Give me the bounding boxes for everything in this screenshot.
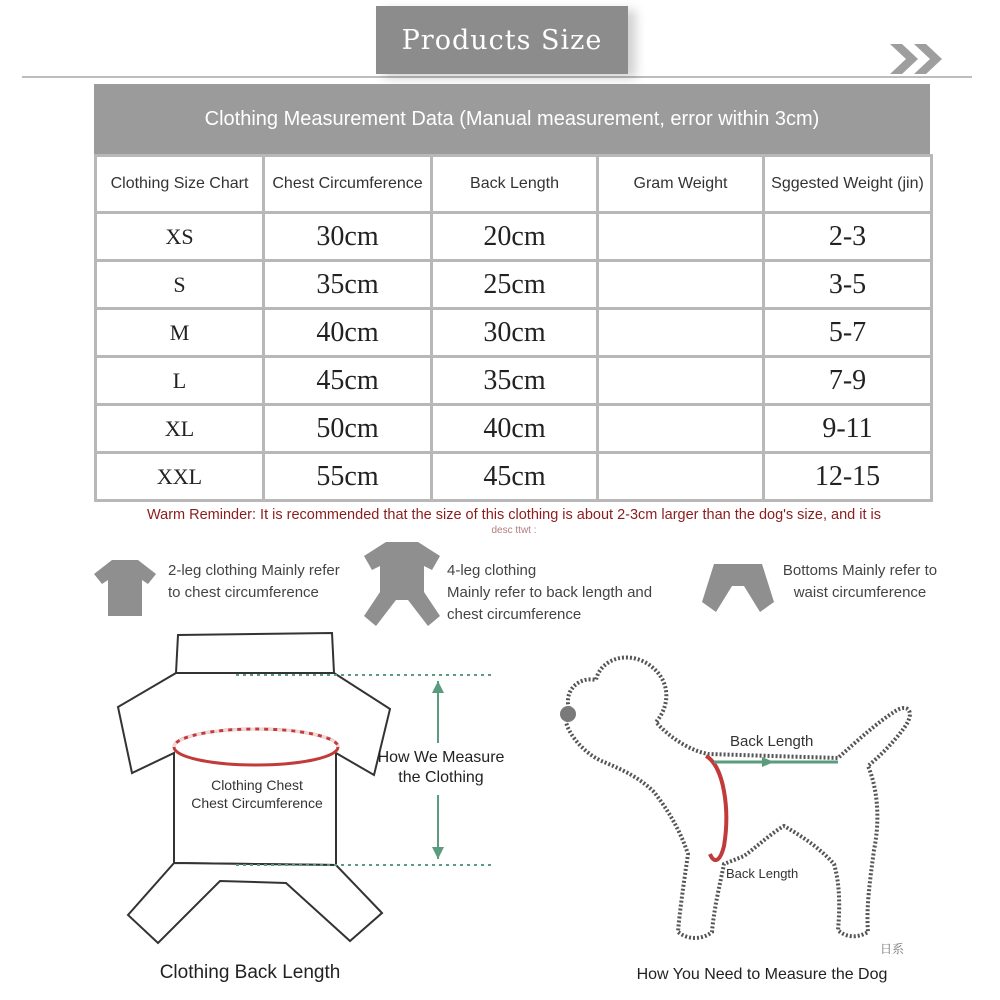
table-row	[96, 357, 932, 405]
chest-cell: 55cm	[264, 453, 432, 501]
page-title: Products Size	[376, 6, 628, 74]
size-cell: L	[96, 357, 264, 405]
note-line: waist circumference	[793, 584, 927, 601]
chest-cell: 40cm	[264, 309, 432, 357]
size-cell: M	[96, 309, 264, 357]
back-length-cell: 30cm	[432, 309, 598, 357]
label-line: Clothing Chest	[211, 777, 303, 793]
suggested-weight-cell: 3-5	[764, 261, 932, 309]
note-line: Bottoms Mainly refer to	[782, 562, 938, 579]
suggested-weight-cell: 7-9	[764, 357, 932, 405]
label-line: Chest Circumference	[191, 795, 323, 811]
note-line: to chest circumference	[168, 584, 319, 601]
four-leg-suit-icon	[362, 540, 442, 628]
garment-collar	[176, 633, 334, 673]
back-length-cell: 20cm	[432, 213, 598, 261]
warm-reminder	[74, 505, 954, 541]
chest-loop-mark	[706, 756, 726, 860]
how-we-measure-label	[366, 748, 516, 788]
dog-nose	[560, 706, 576, 722]
label-line: How We Measure	[377, 749, 505, 766]
table-row	[96, 261, 932, 309]
label-line: the Clothing	[398, 769, 484, 786]
chest-cell: 35cm	[264, 261, 432, 309]
note-line: Mainly refer to back length and	[447, 584, 653, 601]
clothing-caption: Clothing Back Length	[159, 962, 341, 983]
gram-weight-cell	[598, 261, 764, 309]
size-table	[94, 154, 933, 502]
note-line: 4-leg clothing	[447, 562, 537, 579]
back-length-cell: 40cm	[432, 405, 598, 453]
header-divider	[22, 76, 972, 78]
gram-weight-cell	[598, 357, 764, 405]
back-length-cell: 45cm	[432, 453, 598, 501]
back-length-cell: 25cm	[432, 261, 598, 309]
signature-mark: 日系	[880, 942, 905, 956]
column-header: Gram Weight	[598, 156, 764, 213]
two-leg-shirt-icon	[92, 558, 158, 618]
back-length-cell: 35cm	[432, 357, 598, 405]
gram-weight-cell	[598, 213, 764, 261]
size-cell: XS	[96, 213, 264, 261]
two-leg-note	[168, 560, 378, 604]
gram-weight-cell	[598, 405, 764, 453]
back-length-label-bottom: Back Length	[726, 866, 799, 881]
back-length-label-top: Back Length	[730, 733, 814, 750]
table-row	[96, 309, 932, 357]
table-heading: Clothing Measurement Data (Manual measurement, error within 3cm)	[94, 84, 930, 154]
column-header: Clothing Size Chart	[96, 156, 264, 213]
chest-cell: 30cm	[264, 213, 432, 261]
note-line: chest circumference	[447, 606, 582, 623]
double-chevron-right-icon	[888, 38, 950, 80]
column-header: Chest Circumference	[264, 156, 432, 213]
chest-cell: 45cm	[264, 357, 432, 405]
reminder-tail: desc ttwt :	[491, 525, 537, 536]
reminder-text: Warm Reminder: It is recommended that the size of this clothing is about 2-3cm larger than the dog's size, and it is	[146, 507, 881, 523]
dog-caption: How You Need to Measure the Dog	[636, 966, 888, 983]
table-row	[96, 213, 932, 261]
table-row	[96, 453, 932, 501]
suggested-weight-cell: 9-11	[764, 405, 932, 453]
note-line: 2-leg clothing Mainly refer	[168, 562, 340, 579]
bottoms-icon	[700, 562, 776, 614]
suggested-weight-cell: 5-7	[764, 309, 932, 357]
clothing-chest-label	[172, 776, 342, 812]
four-leg-note	[447, 560, 697, 626]
garment-body	[118, 673, 390, 865]
dog-measure-diagram	[548, 650, 928, 960]
table-row	[96, 405, 932, 453]
column-header: Sggested Weight (jin)	[764, 156, 932, 213]
column-header: Back Length	[432, 156, 598, 213]
size-cell: XL	[96, 405, 264, 453]
dog-outline	[566, 657, 910, 938]
suggested-weight-cell: 2-3	[764, 213, 932, 261]
garment-legs	[128, 863, 382, 943]
gram-weight-cell	[598, 453, 764, 501]
table-header-row	[96, 156, 932, 213]
bottoms-note	[770, 560, 950, 604]
suggested-weight-cell: 12-15	[764, 453, 932, 501]
size-cell: S	[96, 261, 264, 309]
gram-weight-cell	[598, 309, 764, 357]
chest-cell: 50cm	[264, 405, 432, 453]
size-cell: XXL	[96, 453, 264, 501]
